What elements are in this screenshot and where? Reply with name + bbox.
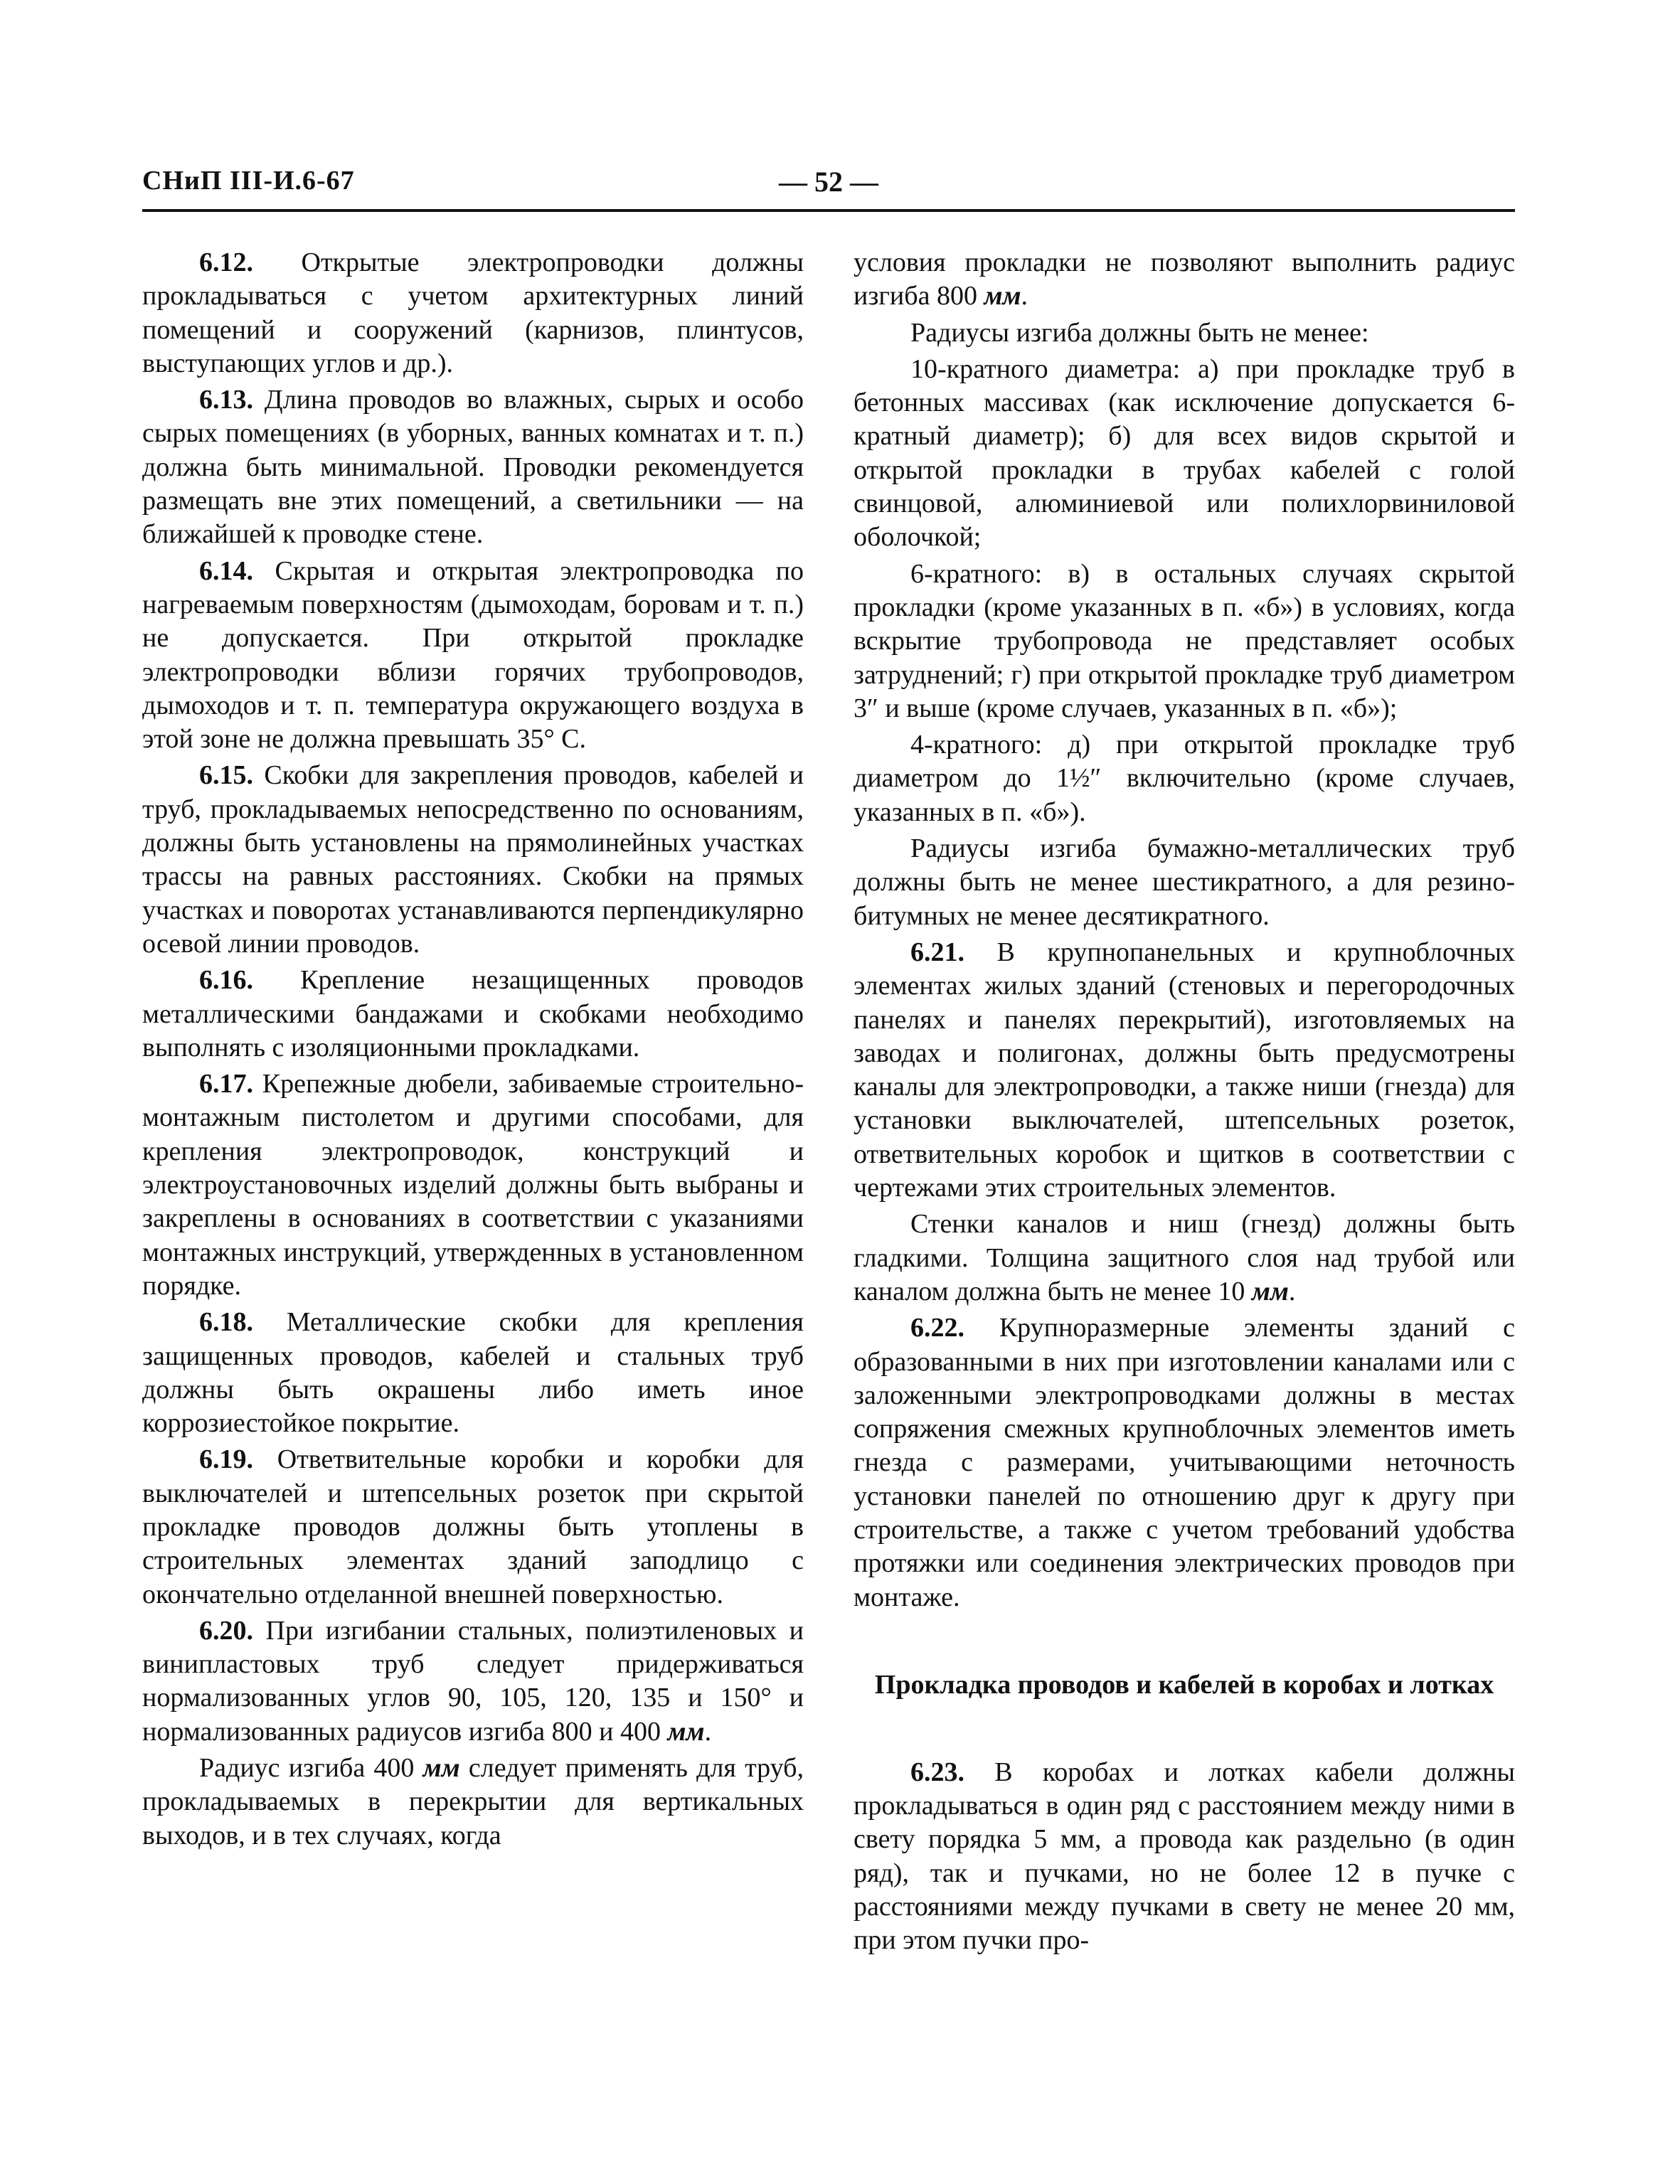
document-code: СНиП III-И.6-67 (142, 166, 355, 196)
paragraph-text: Длина проводов во влажных, сырых и особо сырых помещениях (в уборных, ванных комнатах и т. п.) должна быть минимальной. Проводки рекомендуется размещать вне этих помещений, а светильники — на ближайшей к проводке стене. (142, 385, 804, 550)
section-heading: Прокладка проводов и кабелей в коробах и лотках (874, 1669, 1494, 1700)
paragraph-6-17 (142, 1067, 804, 1303)
unit-mm: мм (1251, 1276, 1289, 1306)
paragraph-text: В коробах и лотках кабели должны прокладываться в один ряд с расстоянием между ними в свету порядка 5 мм, а провода как раздельно (в один ряд), так и пучками, но не более 12 в пучке с расстояниями между пучками в свету не менее 20 мм, при этом пучки про- (854, 1757, 1516, 1956)
clause-number: 6.16. (199, 965, 253, 996)
paragraph-text: Ответвительные коробки и коробки для выключателей и штепсельных розеток при скрытой прокладке проводов должны быть утоплены в строительных элементах зданий заподлицо с окончательно отделанной внешней поверхностью. (142, 1444, 804, 1609)
paragraph-radius-400 (142, 1752, 804, 1853)
paragraph-text: Крепление незащищенных проводов металлическими бандажами и скобками необходимо выполнять с изоляционными прокладками. (142, 965, 804, 1062)
paragraph-10x-diameter (854, 353, 1515, 555)
paragraph-6-13 (142, 383, 804, 551)
clause-number: 6.13. (199, 385, 253, 415)
paragraph-text: 6-кратного: в) в остальных случаях скрытой прокладки (кроме указанных в п. «б») в условиях, когда вскрытие трубопровода не представляет особых затруднений; г) при открытой прокладке труб диаметром 3″ и выше (кроме случаев, указанных в п. «б»); (854, 558, 1515, 723)
clause-number: 6.19. (199, 1444, 253, 1475)
page-header (142, 165, 1515, 208)
paragraph-text: Открытые электропроводки должны прокладываться с учетом архитектурных линий помещений и сооружений (карнизов, плинтусов, выступающих углов и др.). (142, 247, 804, 378)
clause-number: 6.12. (199, 247, 253, 277)
paragraph-6-14 (142, 555, 804, 757)
paragraph-text: Радиус изгиба 400 (199, 1753, 415, 1784)
paragraph-text: Скобки для закрепления проводов, кабелей и труб, прокладываемых непосредственно по основаниям, должны быть установлены на прямолинейных участках трассы на равных расстояниях. Скобки на прямых участках и поворотах устанавливаются перпендикулярно осевой линии проводов. (142, 760, 804, 959)
paragraph-bend-radii-intro (854, 316, 1515, 350)
page-number: — 52 — (779, 166, 878, 198)
paragraph-6-15 (142, 759, 804, 961)
clause-number: 6.22. (910, 1313, 964, 1343)
paragraph-text: В крупнопанельных и крупноблочных элементах жилых зданий (стеновых и перегородочных панелях и панелях перекрытий), изготовляемых на заводах и полигонах, должны быть предусмотрены каналы для электропроводки, а также ниши (гнезда) для установки выключателей, штепсельных розеток, ответвительных коробок и щитков в соответствии с чертежами этих строительных элементов. (854, 937, 1516, 1203)
paragraph-6-21 (854, 936, 1515, 1205)
paragraph-tail: . (704, 1716, 712, 1747)
paragraph-6-20 (142, 1614, 804, 1749)
clause-number: 6.17. (199, 1069, 253, 1099)
unit-mm: мм (667, 1716, 705, 1747)
paragraph-6-16 (142, 964, 804, 1065)
paragraph-6-23 (854, 1756, 1515, 1958)
left-column (142, 246, 804, 1855)
clause-number: 6.14. (199, 555, 253, 586)
paragraph-text: 4-кратного: д) при открытой прокладке труб диаметром до 1½″ включительно (кроме случаев, указанных в п. «б»). (854, 730, 1515, 827)
paragraph-text: Радиусы изгиба должны быть не менее: (910, 317, 1369, 348)
clause-number: 6.15. (199, 760, 253, 791)
paragraph-text: Металлические скобки для крепления защищенных проводов, кабелей и стальных труб должны быть окрашены либо иметь иное коррозиестойкое покрытие. (142, 1307, 804, 1439)
paragraph-text: Крупноразмерные элементы зданий с образованными в них при изготовлении каналами или с заложенными электропроводками должны в местах сопряжения смежных крупноблочных элементов иметь гнезда с размерами, учитывающими неточность установки панелей по отношению друг к другу при строительстве, а также с учетом требований удобства протяжки или соединения электрических проводов при монтаже. (854, 1313, 1515, 1612)
paragraph-text: Стенки каналов и ниш (гнезд) должны быть гладкими. Толщина защитного слоя над трубой или каналом должна быть не менее 10 (854, 1209, 1515, 1306)
paragraph-text: При изгибании стальных, полиэтиленовых и винипластовых труб следует придерживаться нормализованных углов 90, 105, 120, 135 и 150° и нормализованных радиусов изгиба 800 и 400 (142, 1615, 804, 1747)
paragraph-text: Крепежные дюбели, забиваемые строительно-монтажным пистолетом и другими способами, для крепления электропроводок, конструкций и электроустановочных изделий должны быть выбраны и закреплены в основаниях в соответствии с указаниями монтажных инструкций, утвержденных в установленном порядке. (142, 1069, 804, 1301)
clause-number: 6.21. (910, 937, 964, 967)
paragraph-text: 10-кратного диаметра: а) при прокладке труб в бетонных массивах (как исключение допускается 6-кратный диаметр); б) для всех видов скрытой и открытой прокладки в трубах кабелей с голой свинцовой, алюминиевой или полихлорвиниловой оболочкой; (854, 353, 1515, 553)
paragraph-6-12 (142, 246, 804, 380)
paragraph-6x-diameter (854, 558, 1515, 725)
unit-mm: мм (984, 281, 1021, 311)
paragraph-6-22 (854, 1311, 1515, 1614)
paragraph-tail: . (1021, 281, 1028, 311)
clause-number: 6.20. (199, 1615, 253, 1646)
clause-number: 6.18. (199, 1307, 253, 1338)
paragraph-text: условия прокладки не позволяют выполнить радиус изгиба 800 (854, 247, 1515, 311)
paragraph-6-18 (142, 1306, 804, 1440)
header-rule (142, 209, 1515, 212)
paragraph-continuation (854, 246, 1515, 314)
clause-number: 6.23. (910, 1757, 964, 1787)
paragraph-tail: следует применять для труб, прокладываемых в перекрытии для вертикальных выходов, и в тех случаях, когда (142, 1753, 804, 1850)
paragraph-tail: . (1288, 1276, 1296, 1306)
paragraph-channel-walls (854, 1208, 1515, 1309)
paragraph-text: Радиусы изгиба бумажно-металлических труб должны быть не менее шестикратного, а для резино-битумных не менее десятикратного. (854, 833, 1515, 931)
paragraph-6-19 (142, 1443, 804, 1611)
right-column (854, 246, 1515, 1961)
paragraph-paper-metal-pipes (854, 832, 1515, 933)
paragraph-text: Скрытая и открытая электропроводка по нагреваемым поверхностям (дымоходам, боровам и т. п.) не допускается. При открытой прокладке электропроводки вблизи горячих трубопроводов, дымоходов и т. п. температура окружающего воздуха в этой зоне не должна превышать 35° С. (142, 555, 804, 755)
paragraph-4x-diameter (854, 728, 1515, 829)
unit-mm: мм (422, 1753, 460, 1784)
